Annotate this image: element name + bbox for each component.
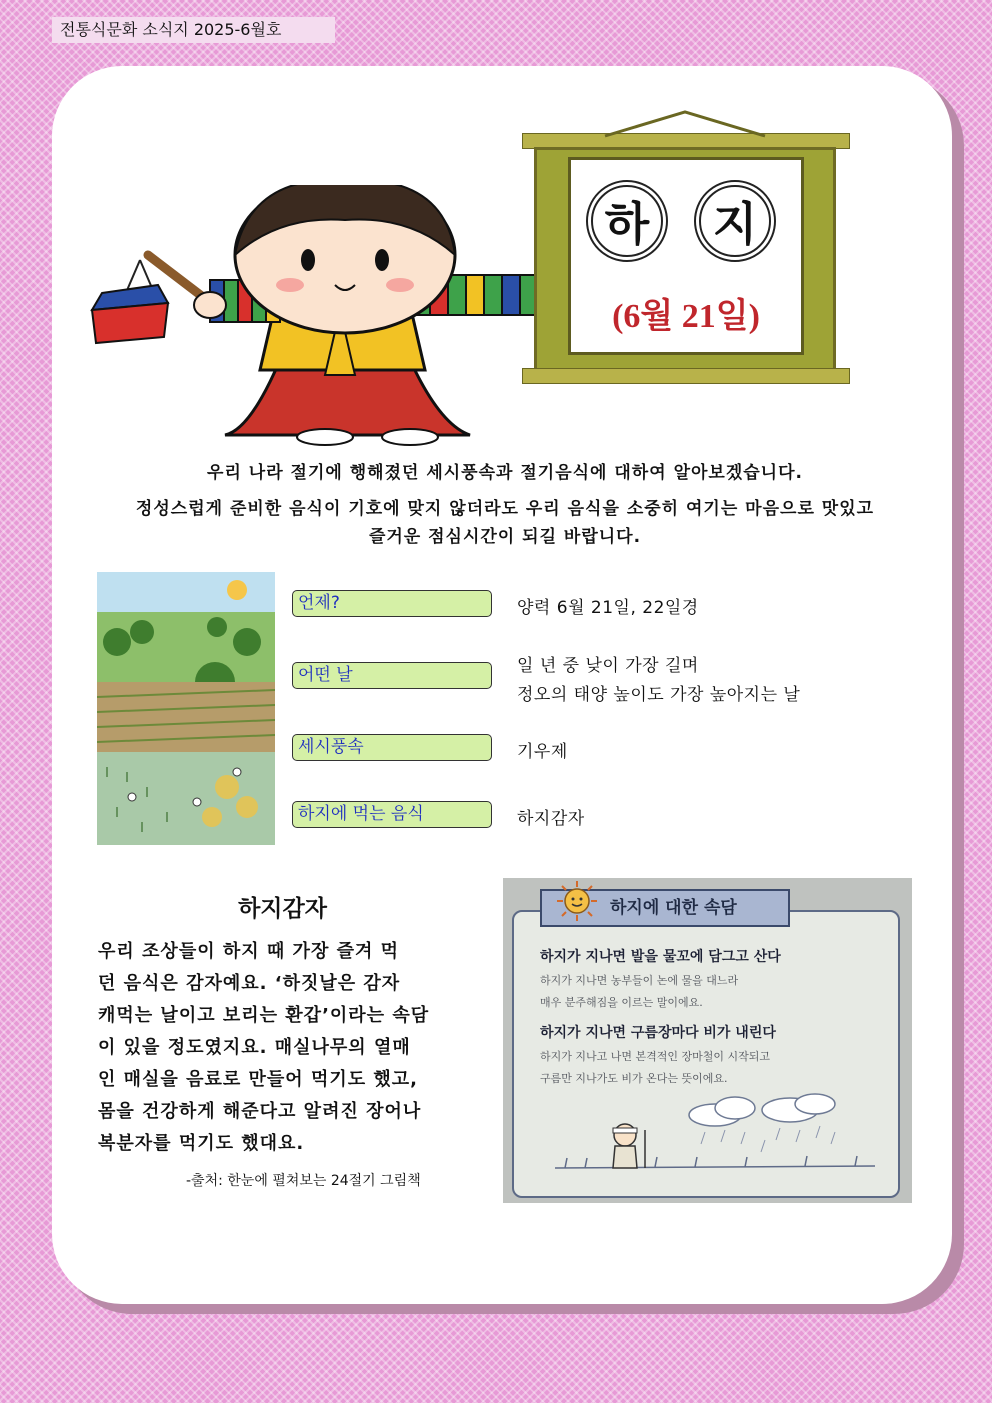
- info-value-customs: 기우제: [517, 742, 568, 762]
- info-label-when: 언제?: [292, 590, 492, 617]
- info-label-what-day: 어떤 날: [292, 662, 492, 689]
- info-label-customs: 세시풍속: [292, 734, 492, 761]
- seal-ha: 하: [586, 180, 668, 262]
- proverb-body-1b: 매우 분주해짐을 이르는 말이에요.: [540, 996, 703, 1009]
- article-line: 인 매실을 음료로 만들어 먹기도 했고,: [98, 1069, 418, 1090]
- proverb-body-2a: 하지가 지나고 나면 본격적인 장마철이 시작되고: [540, 1050, 771, 1063]
- article-line: 던 음식은 감자예요. ‘하짓날은 감자: [98, 973, 401, 994]
- info-value-when: 양력 6월 21일, 22일경: [517, 598, 699, 618]
- article-line: 우리 조상들이 하지 때 가장 즐겨 먹: [98, 941, 400, 962]
- sun-icon: [556, 880, 598, 922]
- scroll-hanger: [600, 108, 770, 138]
- article-line: 복분자를 먹기도 했대요.: [98, 1133, 305, 1154]
- article-title: 하지감자: [238, 896, 327, 922]
- proverb-body-1a: 하지가 지나면 농부들이 논에 물을 대느라: [540, 974, 739, 987]
- rain-farmer-illustration: [545, 1080, 885, 1175]
- info-value-what-day-2: 정오의 태양 높이도 가장 높아지는 날: [517, 685, 801, 705]
- proverb-banner: 하지에 대한 속담: [540, 889, 790, 927]
- haji-date: (6월 21일): [612, 298, 760, 335]
- intro-line-1: 우리 나라 절기에 행해졌던 세시풍속과 절기음식에 대하여 알아보겠습니다.: [207, 463, 803, 483]
- article-line: 캐먹는 날이고 보리는 환갑’이라는 속담: [98, 1005, 430, 1026]
- scroll-bottom-rod: [522, 368, 850, 384]
- info-label-food: 하지에 먹는 음식: [292, 801, 492, 828]
- newsletter-header-tag: 전통식문화 소식지 2025-6월호: [52, 17, 335, 43]
- info-value-what-day-1: 일 년 중 낮이 가장 길며: [517, 656, 699, 676]
- proverb-title-1: 하지가 지나면 발을 물꼬에 담그고 산다: [540, 949, 781, 965]
- proverb-title-2: 하지가 지나면 구름장마다 비가 내린다: [540, 1025, 776, 1041]
- article-line: 이 있을 정도였지요. 매실나무의 열매: [98, 1037, 411, 1058]
- intro-line-3: 즐거운 점심시간이 되길 바랍니다.: [368, 527, 642, 547]
- intro-line-2: 정성스럽게 준비한 음식이 기호에 맞지 않더라도 우리 음식을 소중히 여기는 마음으로 맛있고: [135, 499, 875, 519]
- proverb-body-2b: 구름만 지나가도 비가 온다는 뜻이에요.: [540, 1072, 728, 1085]
- article-source: -출처: 한눈에 펼쳐보는 24절기 그림책: [186, 1173, 421, 1189]
- article-line: 몸을 건강하게 해준다고 알려진 장어나: [98, 1101, 422, 1122]
- seal-ji: 지: [694, 180, 776, 262]
- farm-scene-illustration: [97, 572, 275, 845]
- info-value-food: 하지감자: [517, 809, 585, 829]
